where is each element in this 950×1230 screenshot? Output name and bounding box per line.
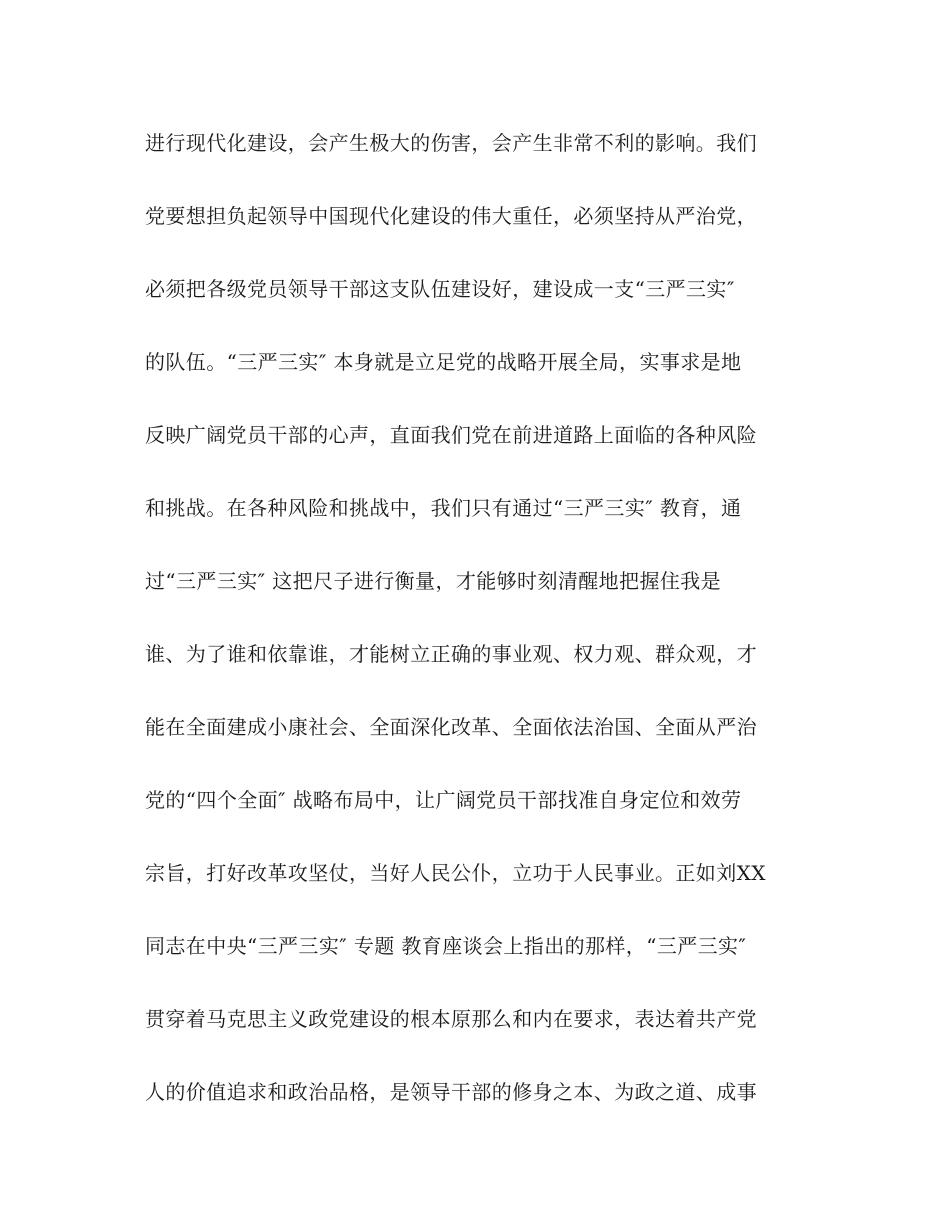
text-line-2: 党要想担负起领导中国现代化建设的伟大重任，必须坚持从严治党， <box>145 204 757 228</box>
text-line-14: 人的价值追求和政治品格，是领导干部的修身之本、为政之道、成事 <box>145 1080 757 1104</box>
text-line-7: 过“三严三实″ 这把尺子进行衡量，才能够时刻清醒地把握住我是 <box>145 569 722 593</box>
text-line-13: 贯穿着马克思主义政党建设的根本原那么和内在要求，表达着共产党 <box>145 1007 757 1031</box>
body-text <box>145 126 825 1148</box>
text-line-6: 和挑战。在各种风险和挑战中，我们只有通过“三严三实″ 教育，通 <box>145 496 742 520</box>
text-line-9: 能在全面建成小康社会、全面深化改革、全面依法治国、全面从严治 <box>145 715 757 739</box>
text-line-10: 党的“四个全面″ 战略布局中，让广阔党员干部找准自身定位和效劳 <box>145 788 742 812</box>
text-line-3: 必须把各级党员领导干部这支队伍建设好，建设成一支“三严三实″ <box>145 277 735 301</box>
text-line-11: 宗旨，打好改革攻坚仗，当好人民公仆，立功于人民事业。正如刘XX <box>145 861 766 885</box>
text-line-4: 的队伍。“三严三实″ 本身就是立足党的战略开展全局，实事求是地 <box>145 350 742 374</box>
text-line-8: 谁、为了谁和依靠谁，才能树立正确的事业观、权力观、群众观，才 <box>145 642 757 666</box>
text-line-1: 进行现代化建设，会产生极大的伤害，会产生非常不利的影响。我们 <box>145 131 757 155</box>
text-line-12: 同志在中央“三严三实″ 专题 教育座谈会上指出的那样，“三严三实″ <box>145 934 747 958</box>
text-line-5: 反映广阔党员干部的心声，直面我们党在前进道路上面临的各种风险 <box>145 423 757 447</box>
